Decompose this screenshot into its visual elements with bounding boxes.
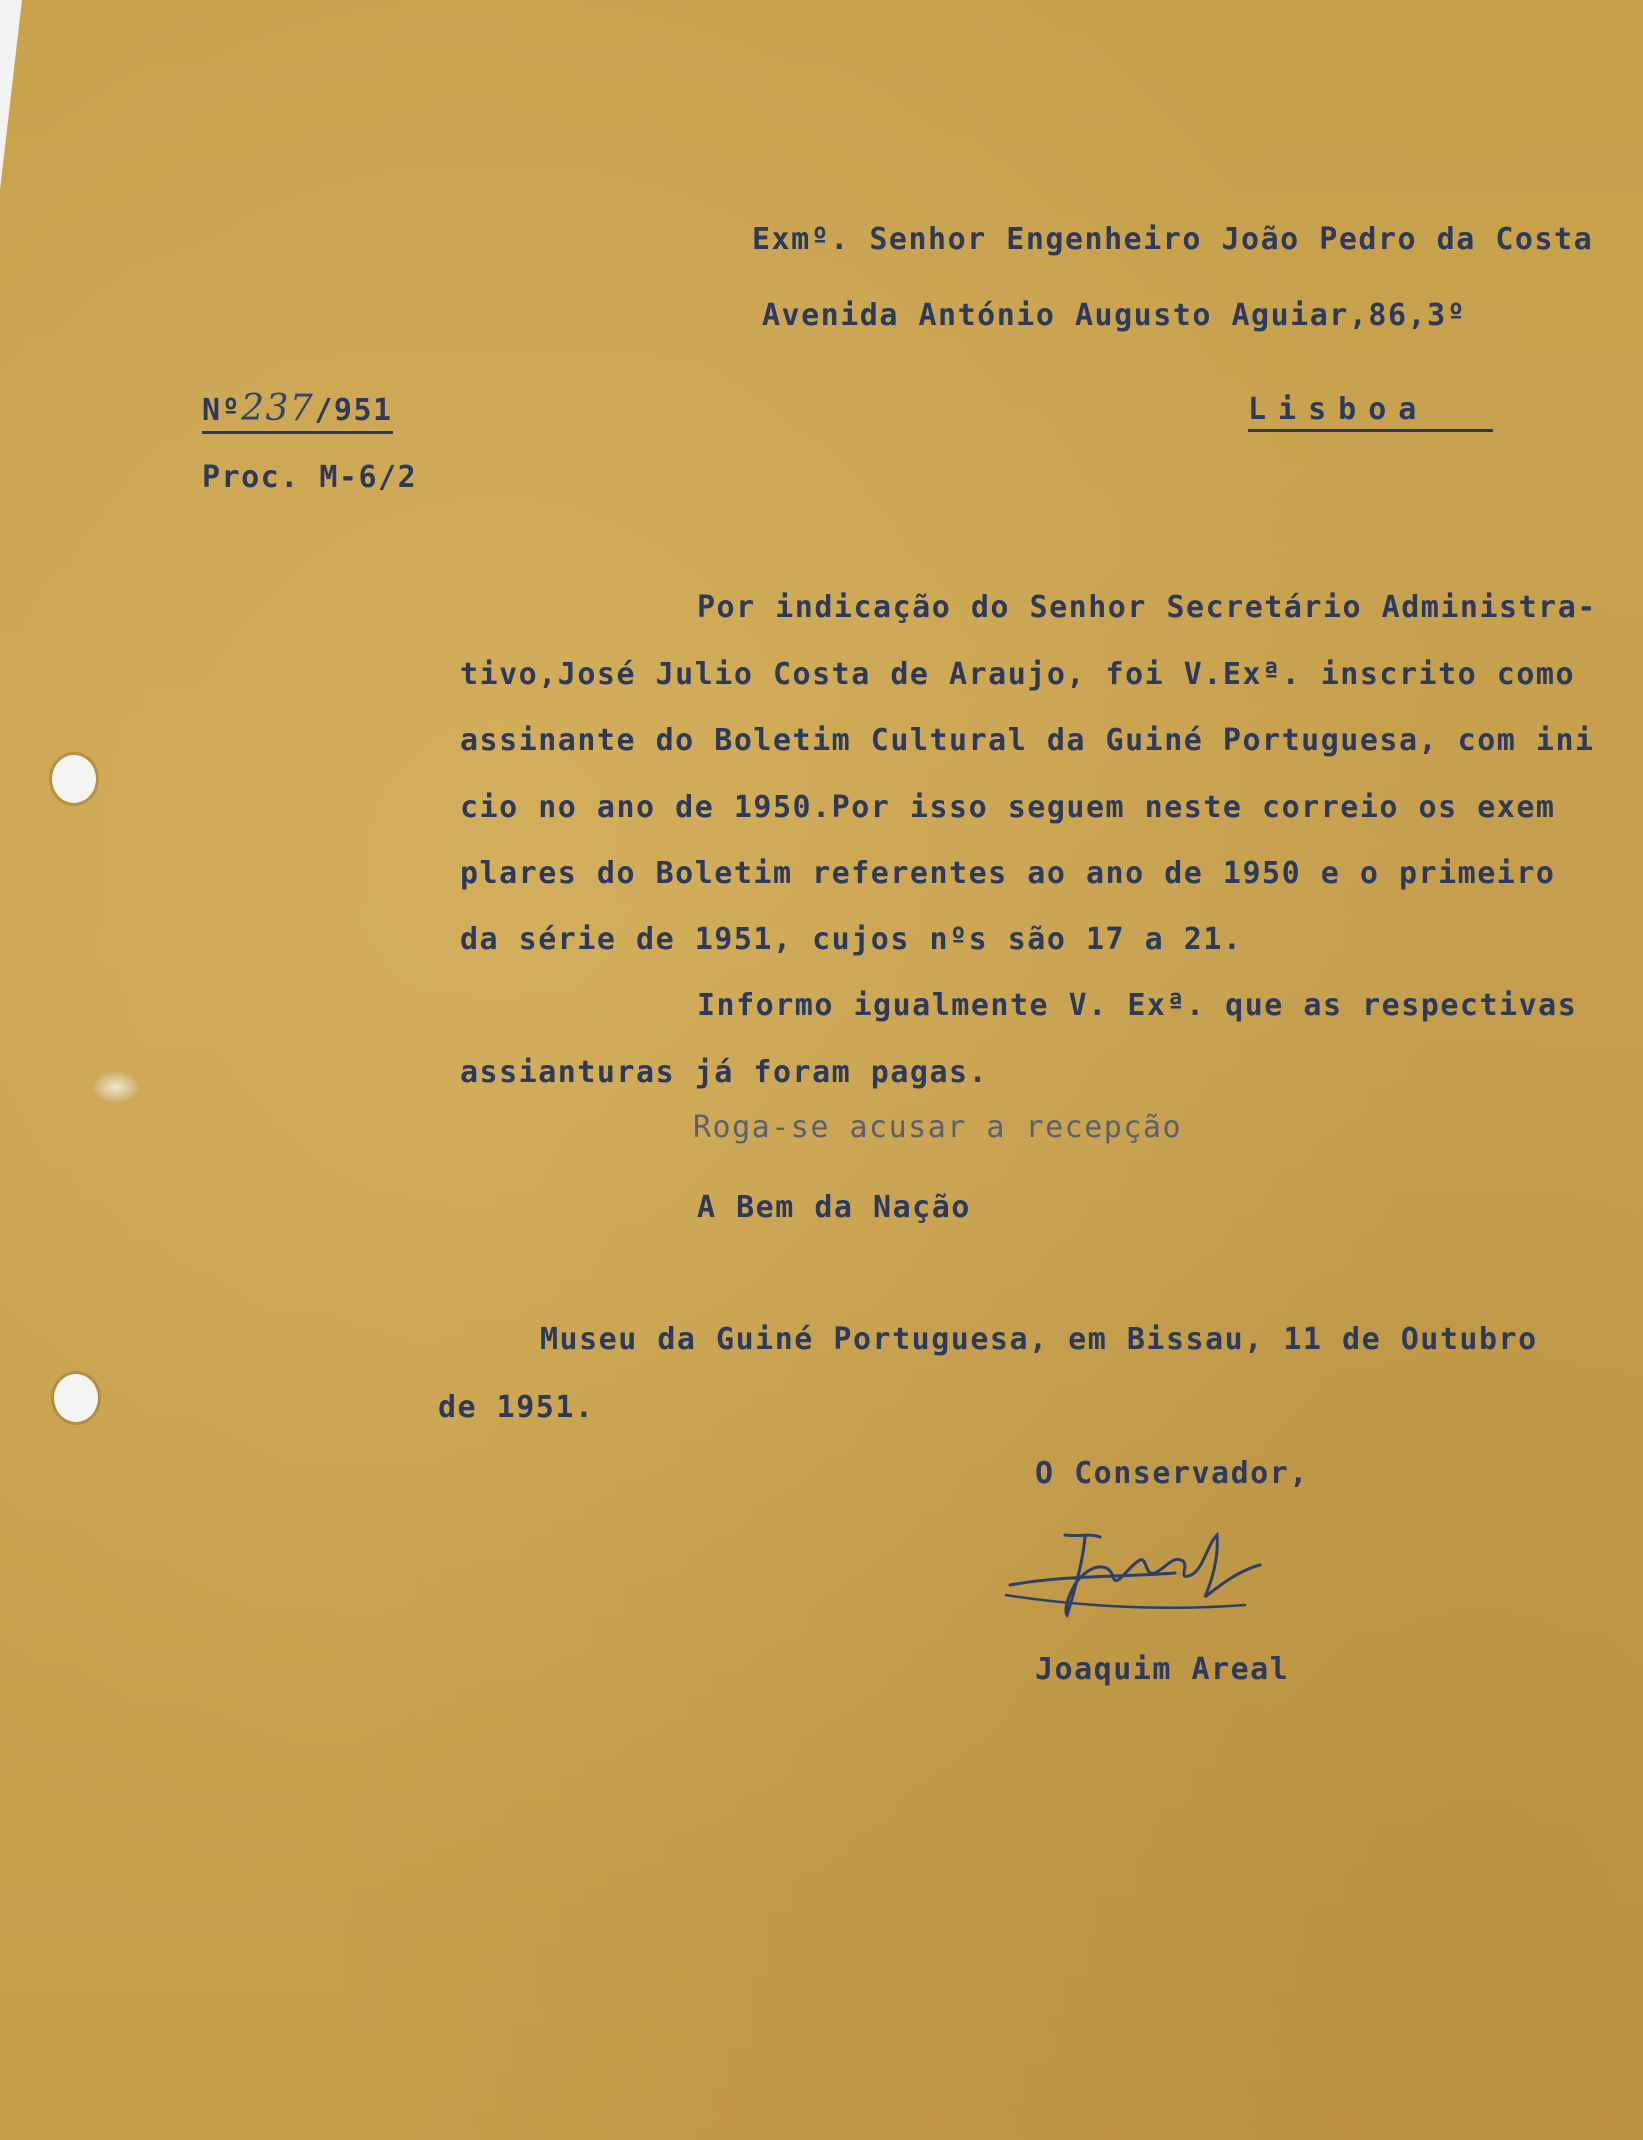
punch-hole-torn	[93, 1072, 139, 1102]
torn-corner	[0, 0, 22, 190]
salutation: A Bem da Nação	[697, 1190, 971, 1225]
body-line: cio no ano de 1950.Por isso seguem neste correio os exem	[460, 790, 1556, 825]
handwritten-signature	[1005, 1515, 1295, 1625]
reference-handwritten-number: 237	[241, 388, 315, 429]
body-line: assianturas já foram pagas.	[460, 1055, 989, 1090]
place-date-line-1: Museu da Guiné Portuguesa, em Bissau, 11 de Outubro	[540, 1322, 1538, 1357]
recipient-city: Lisboa	[1248, 392, 1493, 432]
body-line: da série de 1951, cujos nºs são 17 a 21.	[460, 922, 1243, 957]
place-date-line-2: de 1951.	[438, 1390, 595, 1425]
reference-number	[202, 388, 393, 434]
punch-hole-bottom	[54, 1374, 98, 1422]
signatory-name: Joaquim Areal	[1035, 1652, 1290, 1687]
signatory-title: O Conservador,	[1035, 1456, 1309, 1491]
body-line: plares do Boletim referentes ao ano de 1950 e o primeiro	[460, 856, 1556, 891]
process-number: Proc. M-6/2	[202, 460, 418, 495]
reference-prefix: Nº	[202, 393, 242, 428]
body-line: Informo igualmente V. Exª. que as respectivas	[697, 988, 1578, 1023]
request-note: Roga-se acusar a recepção	[693, 1110, 1183, 1145]
body-line: Por indicação do Senhor Secretário Administra-	[697, 590, 1597, 625]
body-line: assinante do Boletim Cultural da Guiné Portuguesa, com ini	[460, 723, 1595, 758]
body-line: tivo,José Julio Costa de Araujo, foi V.Exª. inscrito como	[460, 657, 1576, 692]
recipient-line-1: Exmº. Senhor Engenheiro João Pedro da Costa	[752, 222, 1594, 257]
reference-suffix: /951	[314, 393, 393, 428]
recipient-line-2: Avenida António Augusto Aguiar,86,3º	[762, 298, 1467, 333]
punch-hole-top	[52, 755, 96, 803]
